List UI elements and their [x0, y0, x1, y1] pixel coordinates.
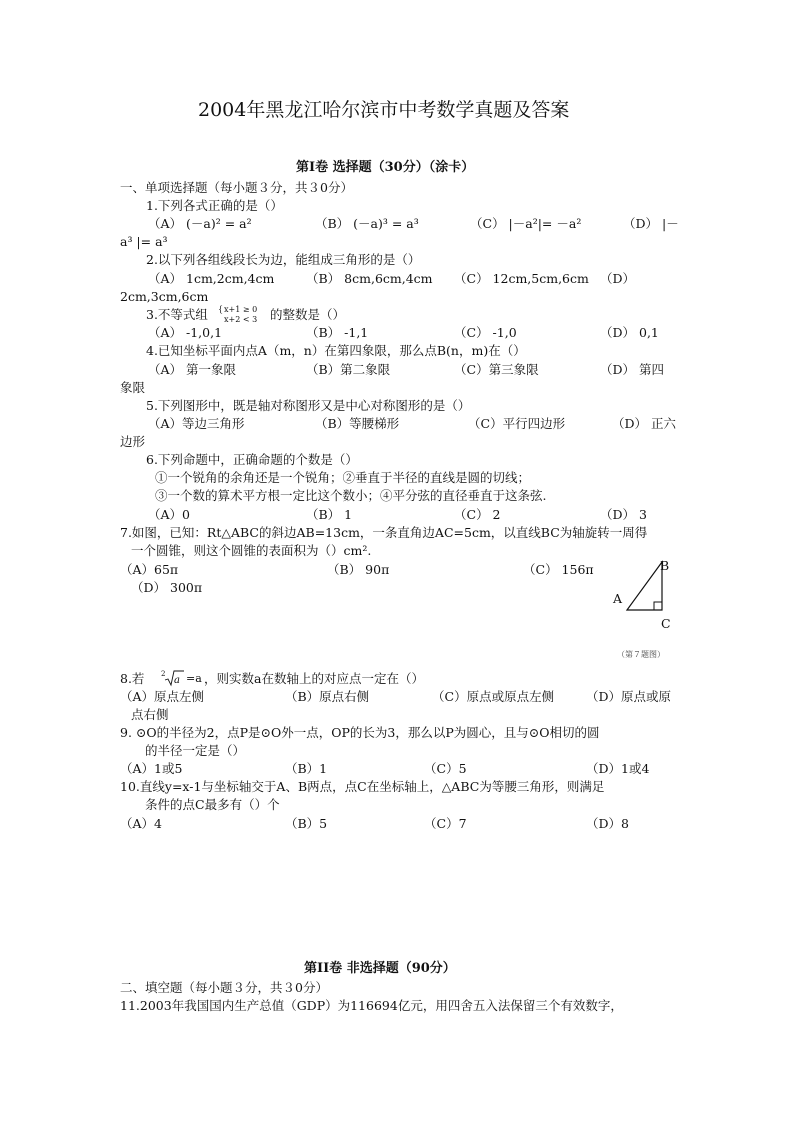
q3-option-d: （D） 0,1	[600, 325, 659, 340]
q3-inequality-2: x+2 < 3	[224, 315, 258, 324]
q6-statement-line-2: ③一个数的算术平方根一定比这个数小；④平分弦的直径垂直于这条弦.	[155, 488, 547, 503]
q9-option-b: （B）1	[285, 761, 328, 776]
q7-option-b: （B） 90π	[327, 562, 390, 577]
q1-stem: 1.下列各式正确的是（）	[146, 198, 283, 213]
q1-option-b: （B） (－a)³ = a³	[315, 216, 419, 231]
q5-stem: 5.下列图形中，既是轴对称图形又是中心对称图形的是（）	[146, 398, 471, 413]
q2-option-a: （A） 1cm,2cm,4cm	[148, 271, 275, 286]
q7-stem-line-2: 一个圆锥，则这个圆锥的表面积为（）cm².	[131, 543, 372, 558]
q6-option-c: （C） 2	[454, 507, 501, 522]
q2-stem: 2.以下列各组线段长为边，能组成三角形的是（）	[146, 252, 421, 267]
part1-heading: 第Ⅰ卷 选择题（30分）（涂卡）	[296, 160, 475, 175]
q7-label-a: A	[613, 591, 623, 606]
q2-option-d-continued: 2cm,3cm,6cm	[120, 289, 209, 304]
q10-option-a: （A）4	[120, 816, 162, 831]
q9-stem-line-1: 9. ⊙O的半径为2，点P是⊙O外一点，OP的长为3，那么以P为圆心，且与⊙O相切的圆	[120, 725, 600, 740]
q4-option-c: （C）第三象限	[454, 362, 539, 377]
q8-option-d: （D）原点或原	[586, 689, 672, 704]
svg-text:a: a	[174, 675, 180, 686]
q3-inequality-brace: {	[218, 305, 224, 314]
q4-stem: 4.已知坐标平面内点A（m，n）在第四象限，那么点B(n，m)在（）	[146, 343, 526, 358]
section2-heading: 二、填空题（每小题３分，共３0分）	[120, 980, 328, 995]
q1-option-c: （C） |－a²|= －a²	[470, 216, 582, 231]
q3-inequality-1: x+1 ≥ 0	[224, 305, 258, 314]
q2-option-d: （D）	[600, 271, 636, 286]
page-title: 2004年黑龙江哈尔滨市中考数学真题及答案	[198, 99, 570, 121]
svg-text:=a: =a	[186, 672, 202, 685]
q3-option-b: （B） -1,1	[306, 325, 369, 340]
svg-text:2: 2	[161, 670, 166, 678]
q3-option-c: （C） -1,0	[454, 325, 517, 340]
q5-option-d-continued: 边形	[120, 434, 146, 449]
q8-option-a: （A）原点左侧	[120, 689, 205, 704]
q9-option-c: （C）5	[424, 761, 467, 776]
q8-radical-expression	[160, 669, 204, 687]
q4-option-d-continued: 象限	[120, 380, 146, 395]
q1-option-d: （D） |－	[623, 216, 679, 231]
q5-option-d: （D） 正六	[612, 416, 676, 431]
section1-heading: 一、单项选择题（每小题３分，共３0分）	[120, 180, 353, 195]
q6-statement-line-1: ①一个锐角的余角还是一个锐角；②垂直于半径的直线是圆的切线；	[155, 470, 531, 485]
q9-stem-line-2: 的半径一定是（）	[145, 743, 246, 758]
q10-option-c: （C）7	[424, 816, 467, 831]
q3-option-a: （A） -1,0,1	[148, 325, 223, 340]
q5-option-b: （B）等腰梯形	[315, 416, 400, 431]
q8-option-b: （B）原点右侧	[285, 689, 370, 704]
q2-option-c: （C） 12cm,5cm,6cm	[454, 271, 589, 286]
q5-option-c: （C）平行四边形	[468, 416, 566, 431]
q7-label-c: C	[661, 616, 671, 631]
q4-option-d: （D） 第四	[600, 362, 664, 377]
q4-option-b: （B）第二象限	[306, 362, 391, 377]
part2-heading: 第II卷 非选择题（90分）	[304, 961, 456, 976]
q10-stem-line-2: 条件的点C最多有（）个	[145, 797, 280, 812]
q7-label-b: B	[660, 558, 670, 573]
q7-option-d: （D） 300π	[131, 580, 203, 595]
q10-option-b: （B）5	[285, 816, 328, 831]
q5-option-a: （A）等边三角形	[148, 416, 245, 431]
q6-option-a: （A）0	[148, 507, 190, 522]
q1-option-d-continued: a³ |= a³	[120, 234, 168, 249]
q6-stem: 6.下列命题中，正确命题的个数是（）	[146, 452, 358, 467]
q8-stem-prefix: 8.若	[120, 671, 145, 686]
q6-option-b: （B） 1	[306, 507, 353, 522]
q3-stem-suffix: 的整数是（）	[270, 307, 346, 322]
q7-figure-caption: （第７题图）	[617, 650, 665, 659]
q9-option-a: （A）1或5	[120, 761, 183, 776]
q6-option-d: （D） 3	[600, 507, 647, 522]
q8-stem-suffix: ，则实数a在数轴上的对应点一定在（）	[204, 671, 424, 686]
q10-option-d: （D）8	[586, 816, 629, 831]
q2-option-b: （B） 8cm,6cm,4cm	[306, 271, 433, 286]
q11-stem: 11.2003年我国国内生产总值（GDP）为116694亿元，用四舍五入法保留三个有效数字，	[120, 998, 623, 1013]
q8-option-c: （C）原点或原点左侧	[432, 689, 555, 704]
right-angle-mark	[654, 602, 662, 610]
q1-option-a: （A） (－a)² = a²	[148, 216, 252, 231]
q9-option-d: （D）1或4	[586, 761, 650, 776]
q3-stem-prefix: 3.不等式组	[146, 307, 208, 322]
q10-stem-line-1: 10.直线y=x-1与坐标轴交于A、B两点，点C在坐标轴上，△ABC为等腰三角形，则满足	[120, 779, 605, 794]
triangle-shape	[627, 562, 662, 610]
q7-option-a: （A）65π	[120, 562, 179, 577]
q8-option-d-continued: 点右侧	[131, 707, 169, 722]
q4-option-a: （A） 第一象限	[148, 362, 237, 377]
q7-stem-line-1: 7.如图，已知：Rt△ABC的斜边AB=13cm，一条直角边AC=5cm，以直线BC为轴旋转一周得	[120, 525, 648, 540]
q7-option-c: （C） 156π	[523, 562, 594, 577]
